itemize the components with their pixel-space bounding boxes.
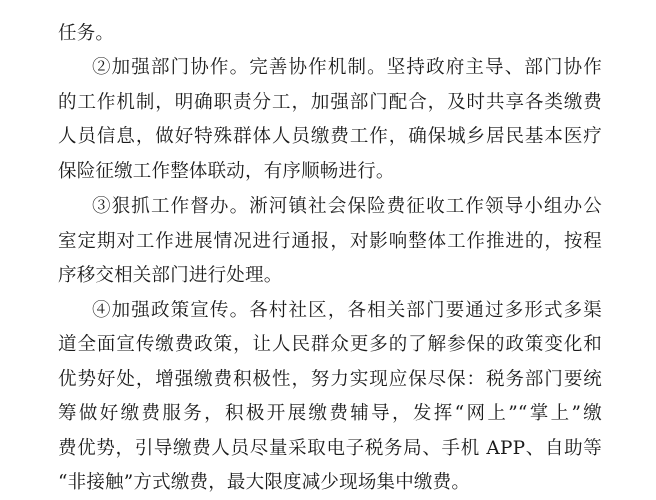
text-line-13: 费优势，引导缴费人员尽量采取电子税务局、手机 APP、自助等: [58, 438, 602, 459]
text-line-7: 室定期对工作进展情况进行通报，对影响整体工作推进的，按程: [58, 231, 602, 252]
text-line-8: 序移交相关部门进行处理。: [58, 265, 283, 286]
paragraph-3-heading-line: ③狠抓工作督办。淅河镇社会保险费征收工作领导小组办公: [92, 196, 602, 217]
text-line-3: 的工作机制，明确职责分工，加强部门配合，及时共享各类缴费: [58, 92, 602, 113]
text-line-4: 人员信息，做好特殊群体人员缴费工作，确保城乡居民基本医疗: [58, 126, 602, 147]
text-line-5: 保险征缴工作整体联动，有序顺畅进行。: [58, 161, 395, 182]
text-line-11: 优势好处，增强缴费积极性，努力实现应保尽保：税务部门要统: [58, 369, 602, 390]
paragraph-2-heading-line: ②加强部门协作。完善协作机制。坚持政府主导、部门协作: [92, 57, 602, 78]
text-line-10: 道全面宣传缴费政策，让人民群众更多的了解参保的政策变化和: [58, 334, 602, 355]
paragraph-4-heading-line: ④加强政策宣传。各村社区，各相关部门要通过多形式多渠: [92, 300, 602, 321]
text-line-1: 任务。: [58, 23, 115, 44]
text-line-14: “非接触”方式缴费，最大限度减少现场集中缴费。: [58, 472, 471, 493]
text-line-12: 筹做好缴费服务，积极开展缴费辅导，发挥“网上”“掌上”缴: [58, 403, 602, 424]
